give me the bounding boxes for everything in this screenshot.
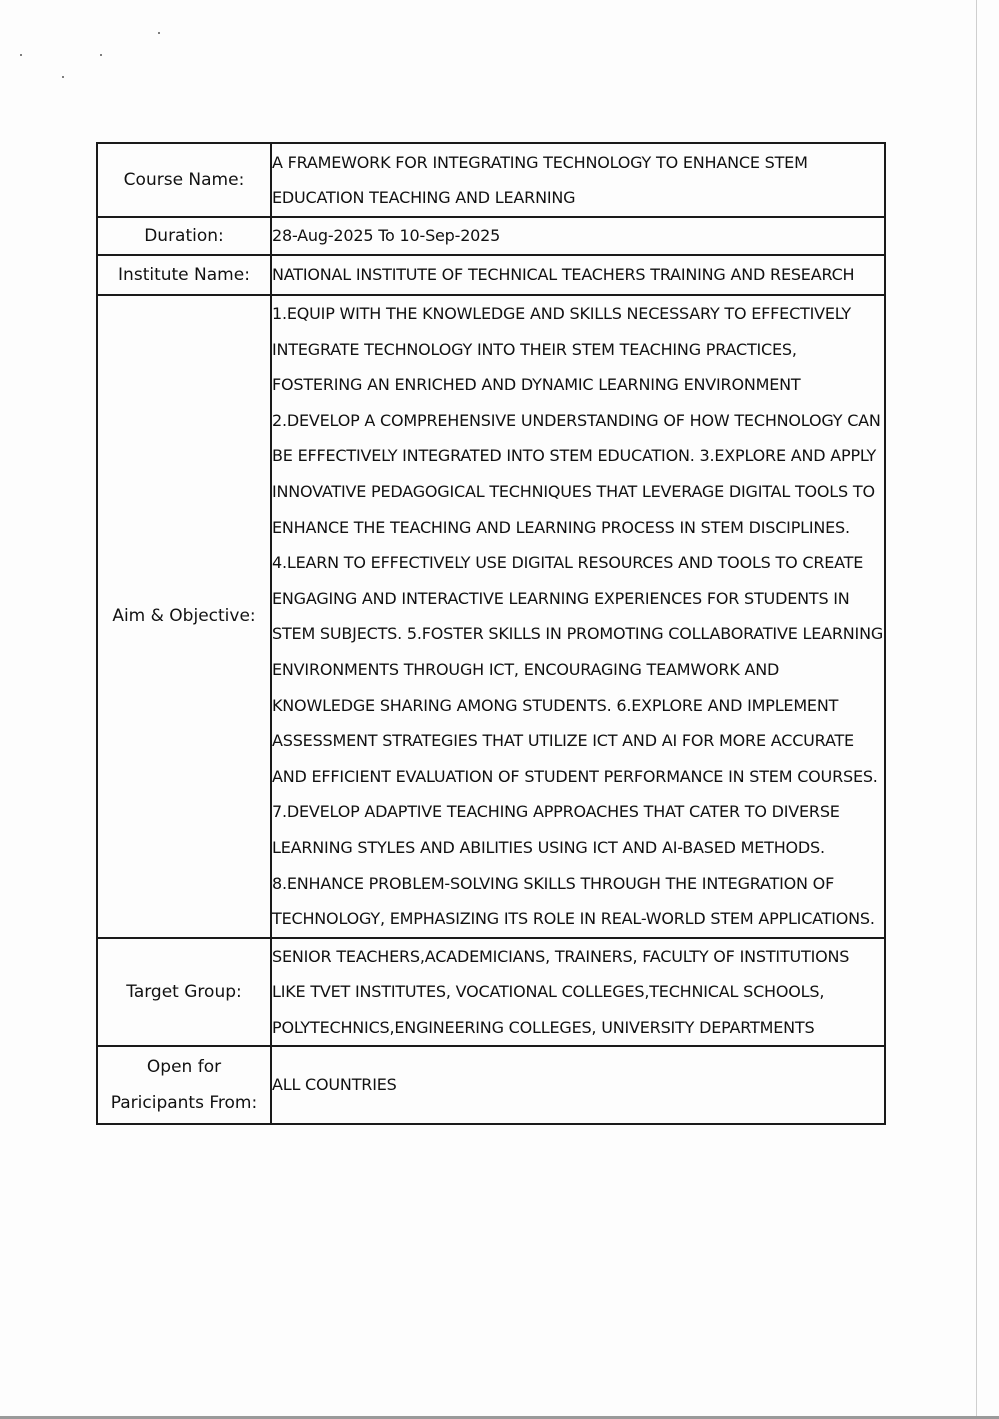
course-name-value: A FRAMEWORK FOR INTEGRATING TECHNOLOGY TO ENHANCE STEM EDUCATION TEACHING AND LEARNING [271,143,885,217]
course-info-table [96,142,886,1125]
open-for-value: ALL COUNTRIES [271,1046,885,1124]
aim-objective-label: Aim & Objective: [97,295,271,938]
target-group-value: SENIOR TEACHERS,ACADEMICIANS, TRAINERS, FACULTY OF INSTITUTIONS LIKE TVET INSTITUTES, VOCATIONAL COLLEGES,TECHNICAL SCHOOLS, POLYTECHNICS,ENGINEERING COLLEGES, UNIVERSITY DEPARTMENTS [271,938,885,1046]
course-name-label: Course Name: [97,143,271,217]
target-group-label: Target Group: [97,938,271,1046]
target-group-row [97,938,885,1046]
open-for-label: Open for Paricipants From: [97,1046,271,1124]
scan-speck [158,32,160,34]
scan-speck [20,54,22,56]
scan-speck [62,76,64,78]
course-name-row [97,143,885,217]
scan-speck [100,54,102,56]
duration-value: 28-Aug-2025 To 10-Sep-2025 [271,217,885,255]
open-for-row [97,1046,885,1124]
duration-label: Duration: [97,217,271,255]
scan-edge-line [976,0,977,1419]
institute-row [97,255,885,295]
institute-name-label: Institute Name: [97,255,271,295]
duration-row [97,217,885,255]
aim-objective-row [97,295,885,938]
aim-objective-value: 1.EQUIP WITH THE KNOWLEDGE AND SKILLS NECESSARY TO EFFECTIVELY INTEGRATE TECHNOLOGY INTO THEIR STEM TEACHING PRACTICES, FOSTERING AN ENRICHED AND DYNAMIC LEARNING ENVIRONMENT 2.DEVELOP A COMPREHENSIVE UNDERSTANDING OF HOW TECHNOLOGY CAN BE EFFECTIVELY INTEGRATED INTO STEM EDUCATION. 3.EXPLORE AND APPLY INNOVATIVE PEDAGOGICAL TECHNIQUES THAT LEVERAGE DIGITAL TOOLS TO ENHANCE THE TEACHING AND LEARNING PROCESS IN STEM DISCIPLINES. 4.LEARN TO EFFECTIVELY USE DIGITAL RESOURCES AND TOOLS TO CREATE ENGAGING AND INTERACTIVE LEARNING EXPERIENCES FOR STUDENTS IN STEM SUBJECTS. 5.FOSTER SKILLS IN PROMOTING COLLABORATIVE LEARNING ENVIRONMENTS THROUGH ICT, ENCOURAGING TEAMWORK AND KNOWLEDGE SHARING AMONG STUDENTS. 6.EXPLORE AND IMPLEMENT ASSESSMENT STRATEGIES THAT UTILIZE ICT AND AI FOR MORE ACCURATE AND EFFICIENT EVALUATION OF STUDENT PERFORMANCE IN STEM COURSES. 7.DEVELOP ADAPTIVE TEACHING APPROACHES THAT CATER TO DIVERSE LEARNING STYLES AND ABILITIES USING ICT AND AI-BASED METHODS. 8.ENHANCE PROBLEM-SOLVING SKILLS THROUGH THE INTEGRATION OF TECHNOLOGY, EMPHASIZING ITS ROLE IN REAL-WORLD STEM APPLICATIONS. [271,295,885,938]
institute-name-value: NATIONAL INSTITUTE OF TECHNICAL TEACHERS TRAINING AND RESEARCH [271,255,885,295]
